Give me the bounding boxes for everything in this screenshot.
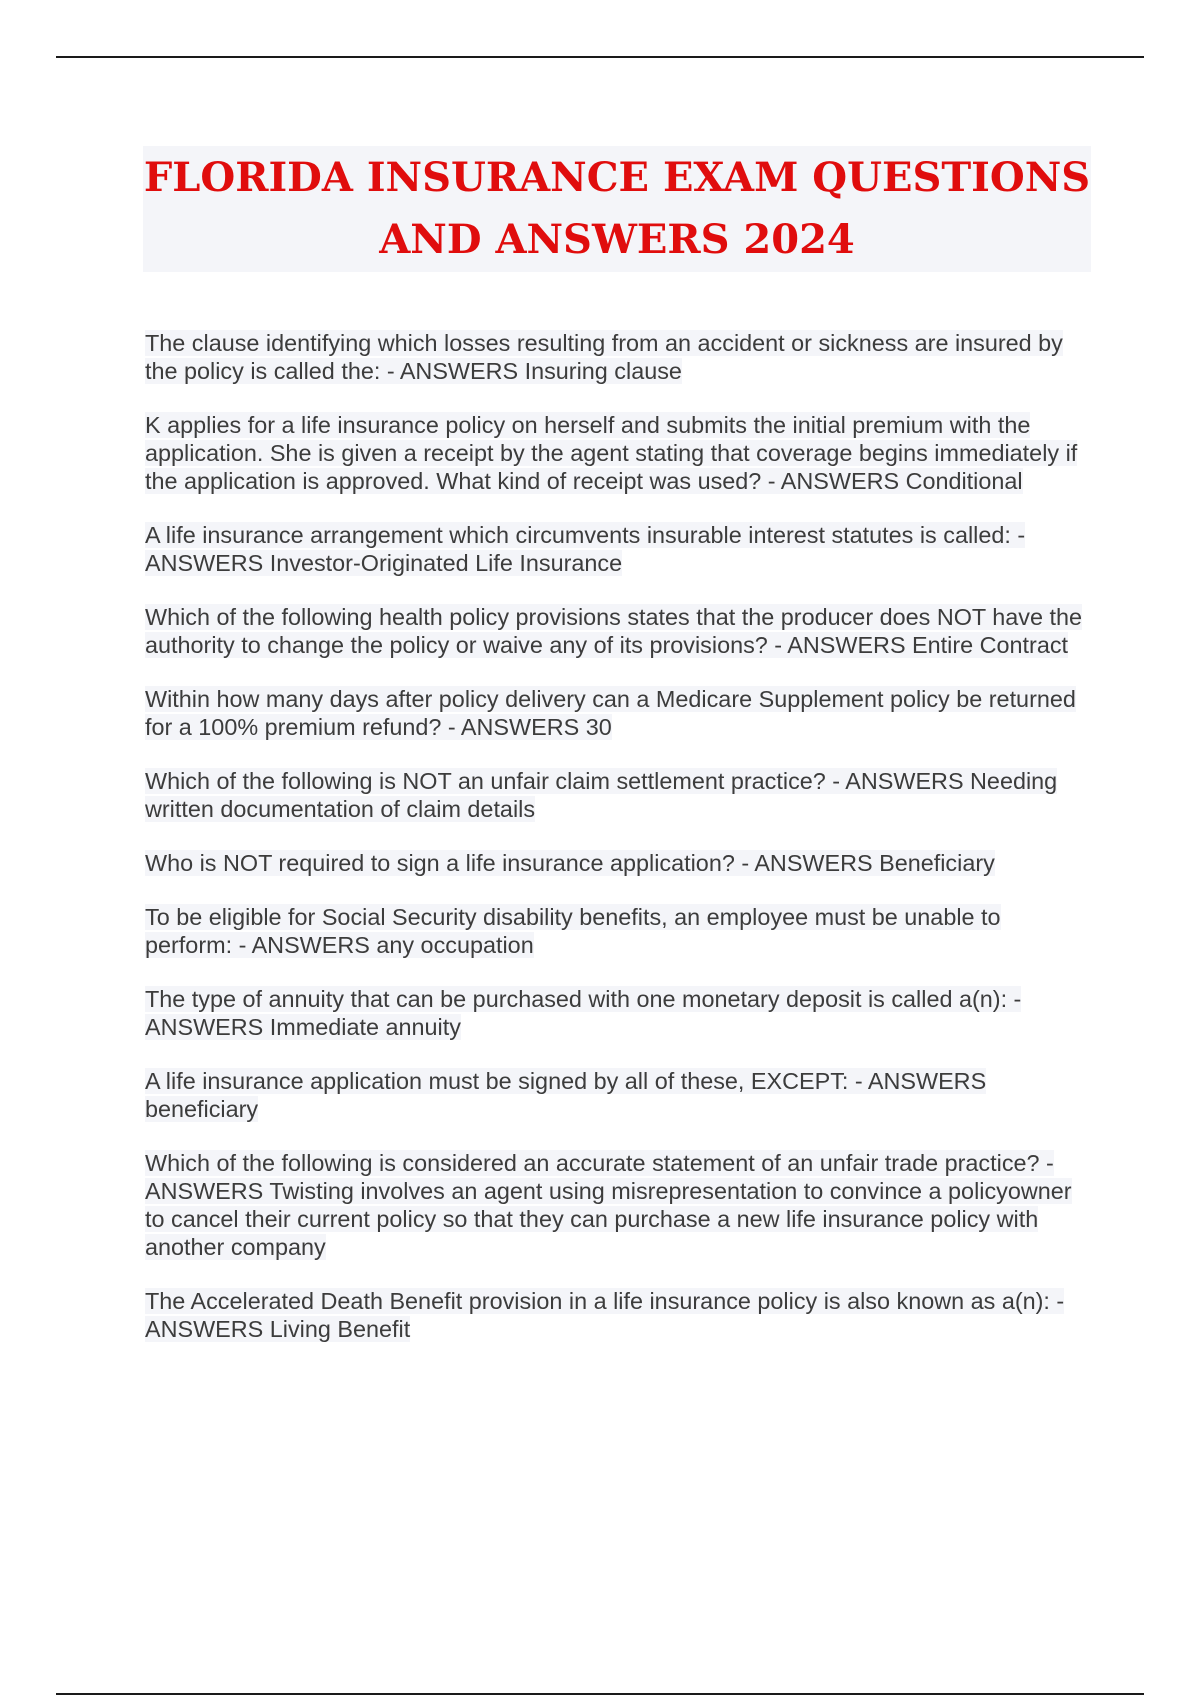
top-rule — [56, 56, 1144, 58]
qa-item-text: A life insurance arrangement which circumvents insurable interest statutes is called: - ANSWERS Investor-Originated Life Insurance — [145, 522, 1026, 576]
qa-item — [145, 603, 1090, 659]
qa-item — [145, 329, 1090, 385]
qa-item-text: K applies for a life insurance policy on herself and submits the initial premium with the application. She is given a receipt by the agent stating that coverage begins immediately if the application is approved. What kind of receipt was used? - ANSWERS Conditional — [145, 412, 1078, 494]
document-title — [144, 147, 1090, 271]
qa-item — [145, 1287, 1090, 1343]
bottom-rule — [56, 1693, 1144, 1695]
qa-item — [145, 1149, 1090, 1261]
qa-item — [145, 903, 1090, 959]
title-banner — [143, 146, 1091, 272]
qa-item — [145, 411, 1090, 495]
qa-item-text: Who is NOT required to sign a life insurance application? - ANSWERS Beneficiary — [145, 850, 995, 876]
qa-item-text: Which of the following is NOT an unfair claim settlement practice? - ANSWERS Needing written documentation of claim details — [145, 768, 1058, 822]
qa-item — [145, 849, 1090, 877]
qa-item — [145, 685, 1090, 741]
qa-item-text: The type of annuity that can be purchased with one monetary deposit is called a(n): - ANSWERS Immediate annuity — [145, 986, 1022, 1040]
qa-item-text: To be eligible for Social Security disability benefits, an employee must be unable to perform: - ANSWERS any occupation — [145, 904, 1001, 958]
qa-item — [145, 521, 1090, 577]
qa-item — [145, 985, 1090, 1041]
document-title-line2: AND ANSWERS 2024 — [379, 216, 855, 263]
qa-item — [145, 767, 1090, 823]
qa-item-text: A life insurance application must be signed by all of these, EXCEPT: - ANSWERS beneficiary — [145, 1068, 987, 1122]
qa-item-text: Which of the following is considered an accurate statement of an unfair trade practice? - ANSWERS Twisting involves an agent using misrepresentation to convince a policyowner to cancel their current policy so that they can purchase a new life insurance policy with another company — [145, 1150, 1072, 1260]
qa-item-text: Within how many days after policy delivery can a Medicare Supplement policy be returned for a 100% premium refund? - ANSWERS 30 — [145, 686, 1076, 740]
qa-item-text: The Accelerated Death Benefit provision in a life insurance policy is also known as a(n): - ANSWERS Living Benefit — [145, 1288, 1065, 1342]
qa-list — [145, 329, 1090, 1369]
qa-item — [145, 1067, 1090, 1123]
qa-item-text: Which of the following health policy provisions states that the producer does NOT have the authority to change the policy or waive any of its provisions? - ANSWERS Entire Contract — [145, 604, 1083, 658]
qa-item-text: The clause identifying which losses resulting from an accident or sickness are insured by the policy is called the: - ANSWERS Insuring clause — [145, 330, 1063, 384]
document-title-line1: FLORIDA INSURANCE EXAM QUESTIONS — [143, 154, 1091, 201]
